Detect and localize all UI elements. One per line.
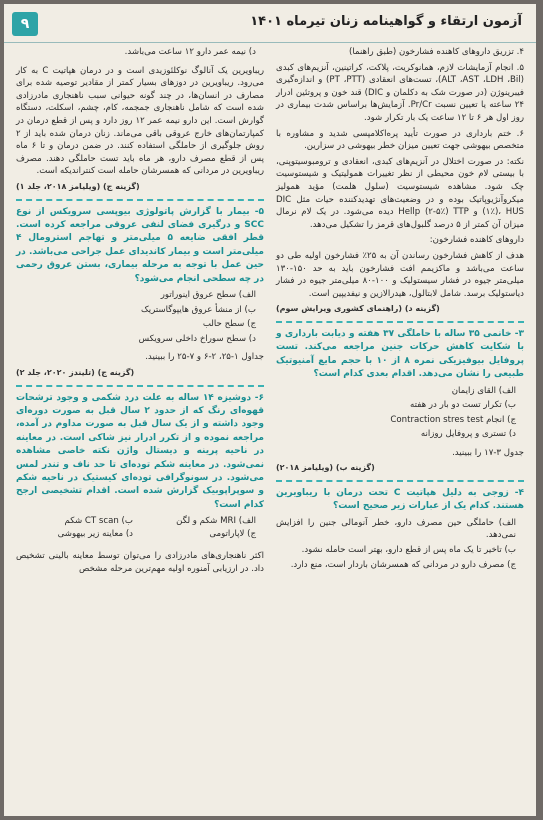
table-note: جداول ۱-۲۵، ۲-۶ و ۷-۲۵ را ببینید.	[145, 352, 264, 363]
option: د) سطح سوراخ داخلی سرویکس	[138, 333, 256, 344]
option: ج) مصرف دارو در مردانی که همسرشان باردار است، منع دارد.	[290, 559, 516, 570]
question-3: ۳- خانمی ۳۵ ساله با حاملگی ۳۷ هفته و دیابت بارداری و با شکایت کاهش حرکات جنین مراجعه می‌کند. تست پروفایل بیوفیزیکی نمره ۸ از ۱۰ با حجم مایع آمنیوتیک طبیعی را نشان می‌دهد. اقدام بعدی کدام است؟	[276, 328, 524, 380]
options-grid	[16, 515, 256, 540]
explanation-paragraph: اکثر ناهنجاری‌های مادرزادی را می‌توان توسط معاینه بالینی تشخیص داد. در ارزیابی آمنوره اولیه مهم‌ترین مرحله مشخص	[16, 551, 264, 574]
option: د) معاینه زیر بیهوشی	[57, 528, 133, 539]
body-paragraph: ۶. ختم بارداری در صورت تأیید پره‌اکلامپسی شدید و مشاوره با متخصص بیهوشی جهت تعیین میزان خطر بیهوشی در سزارین.	[276, 128, 524, 152]
question-divider	[16, 385, 264, 387]
body-paragraph: ۵. انجام آزمایشات لازم، همانوکریت، پلاکت، کراتینین، آنزیم‌های کبدی (ALT ،AST ،LDH ،Bil)، تست‌های انعقادی (PT ،PTT) و اندازه‌گیری فیبرینوژن (در صورت شک به دکلمان و DIC) قند خون و پروتئین ادرار ۲۴ ساعته یا تعیین نسبت Pr/Cr. آزمایش‌ها براساس شدت بیماری در روز اول هر ۶ تا ۱۲ ساعت یک بار تکرار شود.	[276, 62, 525, 123]
running-title: آزمون ارتقاء و گواهینامه زنان تیرماه ۱۴۰۱	[250, 14, 522, 29]
question-6: ۶- دوشیزه ۱۴ ساله به علت درد شکمی و وجود ترشحات قهوه‌ای رنگ که از حدود ۲ سال قبل به صورت دوره‌ای وجود داشته و از یک سال قبل به صورت مداوم در آمده، مراجعه نموده و از تکرر ادرار نیز شاکی است. در معاینه در ناحیه پرینه و دیستال واژن نکته خاصی مشاهده نمی‌شود. در معاینه شکم توده‌ای تا حد ناف و تندر لمس می‌شود. در سونوگرافی توده‌ای کیستیک در ناحیه شکم و سوپراپوبیک گزارش شده است. اقدام تشخیصی ارجح کدام است؟	[16, 392, 265, 510]
option: الف) حاملگی حین مصرف دارو، خطر آنومالی جنین را افزایش نمی‌دهد.	[276, 517, 516, 541]
option: د) تستری و پروفایل روزانه	[420, 429, 516, 440]
question-divider	[16, 199, 264, 201]
answer-reference: (گزینه ج) (تلیندز ۲۰۲۰، جلد ۲)	[16, 367, 135, 377]
note-paragraph: نکته: در صورت اختلال در آنزیم‌های کبدی، انعقادی و ترومبوسیتوپنی، با بیستی لام خون محیطی از نظر تغییرات همولیتیک و شیستوسیت چک شود. مشاهده شیستوسیت (سلول هلمت) مؤید همولیز میکروآنژیوپاتیک بوده و در وضعیت‌های تهدیدکننده حیات مثل DIC (۱٪)، HUS و Hellp (۲-۵٪) TTP دیده می‌شود. در یک لام نرمال میزان آن کمتر از ۵ درصد گلبول‌های قرمز را تشکیل می‌دهد.	[276, 156, 524, 230]
option: د) نیمه عمر دارو ۱۲ ساعت می‌باشد.	[124, 47, 256, 57]
explanation-paragraph: ریباویرین یک آنالوگ نوکلئوزیدی است و در درمان هپاتیت C به کار می‌رود. ریباویرین در دوزهای بسیار کمتر از مقادیر توصیه شده برای مصارف در انسان‌ها، در چند گونه حیوانی سبب ناهنجاری مادرزادی شده است که شامل ناهنجاری جمجمه، کام، چشم، اسکلت، دستگاه گوارش است. این دارو نیمه عمر ۱۲ روز دارد و پس از قطع درمان در کمپارتمان‌های خارج عروقی باقی می‌ماند. زنان درمان شده باید از ۲ روش جلوگیری از حاملگی استفاده کنند. در ضمن درمان و تا ۶ ماه پس از قطع مصرف دارو، هر ماه باید تست حاملگی دهند. مصرف ریباویرین در مردانی که همسرشان حامله است کنتراندیکه است.	[16, 65, 265, 177]
body-paragraph: هدف از کاهش فشارخون رساندن آن به ۲۵٪ فشارخون اولیه طی دو ساعت می‌باشد و ماکزیمم افت فشارخون باید به حد ۱۵۰-۱۳۰ میلی‌متر جیوه در فشار سیستولیک و ۱۰۰-۸۰ میلی‌متر جیوه در فشار دیاستولیک برسد. شامل لابتالول، هیدرالازین و نیفدیپین است.	[276, 250, 525, 299]
body-line: ۴. تزریق داروهای کاهنده فشارخون (طبق راهنما)	[349, 47, 524, 57]
right-column	[276, 46, 524, 812]
option: الف) MRI شکم و لگن	[176, 516, 256, 527]
question-5: ۵- بیمار با گزارش پاتولوژی بیوپسی سرویکس از نوع SCC و درگیری فضای لنفی عروقی مراجعه کرده است. قطر افقی ضایعه ۵ میلی‌متر و تهاجم استرومال ۴ میلی‌متر است و بیمار کاندیدای عمل جراحی می‌باشد. در حین عمل با توجه به مرحله بیماری، بستن عروق رحمی در چه سطحی انجام می‌شود؟	[16, 206, 264, 284]
table-note: جدول ۳-۱۷ را ببینید.	[452, 447, 524, 458]
option: ج) انجام Contraction stres test	[390, 414, 516, 425]
question-divider	[276, 321, 524, 323]
option: الف) سطح عروق اینوراتور	[160, 289, 256, 300]
answer-reference: (گزینه ب) (ویلیامز ۲۰۱۸)	[276, 463, 375, 473]
option: ج) لاپاراتومی	[209, 528, 256, 539]
answer-reference: (گزینه د) (راهنمای کشوری ویرایش سوم)	[276, 304, 440, 314]
exam-page	[4, 4, 536, 816]
answer-reference: (گزینه ج) (ویلیامز ۲۰۱۸، جلد ۱)	[16, 181, 140, 191]
left-column	[16, 46, 264, 812]
option: ب) از منشأ عروق هایپوگاستریک	[141, 304, 256, 315]
option: ب) تکرار تست دو بار در هفته	[410, 400, 516, 411]
option: ب) تاخیر تا یک ماه پس از قطع دارو، بهتر است حامله نشود.	[301, 545, 516, 556]
question-4: ۴- زوجی به دلیل هپاتیت C تحت درمان با ریباویرین هستند. کدام یک از عبارات زیر صحیح است؟	[276, 488, 524, 512]
question-divider	[276, 480, 524, 482]
page-number: ۹	[12, 12, 38, 36]
subheading: داروهای کاهنده فشارخون:	[429, 235, 524, 246]
option: الف) القای زایمان	[451, 385, 516, 396]
page-header	[4, 4, 536, 43]
option: ب) CT scan شکم	[64, 516, 133, 527]
option: ج) سطح حالب	[202, 319, 256, 330]
